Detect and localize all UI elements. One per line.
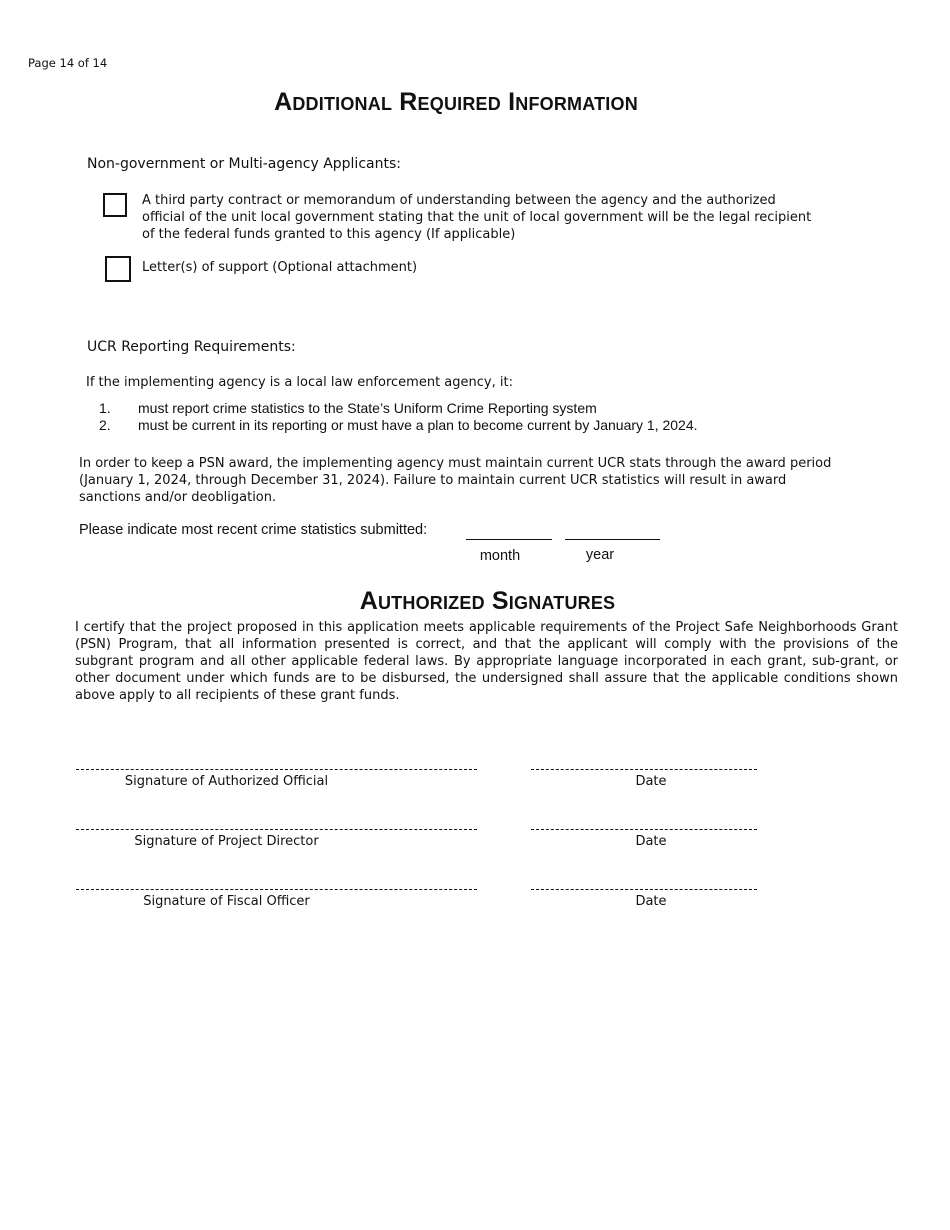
- certification-statement: I certify that the project proposed in this application meets applicable requirements of the Project Safe Neighborhoods Grant (PSN) Program, that all information presented is correct, and that the applicant will comply with the provisions of the subgrant program and all other applicable federal laws. By appropriate language incorporated in each grant, sub-grant, or other document under which funds are to be disbursed, the undersigned shall assure that the applicable conditions shown above apply to all recipients of these grant funds.: [75, 620, 898, 703]
- requirement-text: must be current in its reporting or must have a plan to become current by January 1, 2024.: [138, 417, 698, 433]
- fiscal-officer-signature-label: Signature of Fiscal Officer: [143, 894, 310, 909]
- page-number: Page 14 of 14: [28, 56, 108, 70]
- fiscal-officer-signature-line[interactable]: [76, 889, 477, 890]
- requirement-number: 2.: [99, 417, 111, 433]
- project-director-date-label: Date: [635, 834, 667, 849]
- mou-checkbox-label: A third party contract or memorandum of understanding between the agency and the authorized official of the unit local government stating that the unit of local government will be the legal recipient of the federal funds granted to this agency (If applicable): [142, 193, 812, 242]
- ucr-intro-text: If the implementing agency is a local law enforcement agency, it:: [86, 375, 513, 390]
- year-label: year: [585, 547, 615, 563]
- project-director-signature-line[interactable]: [76, 829, 477, 830]
- additional-info-title: Additional Required Information: [274, 88, 638, 116]
- mou-checkbox[interactable]: [103, 193, 127, 217]
- project-director-date-line[interactable]: [531, 829, 757, 830]
- support-letters-checkbox[interactable]: [105, 256, 131, 282]
- authorized-official-signature-label: Signature of Authorized Official: [124, 774, 329, 789]
- fiscal-officer-date-label: Date: [635, 894, 667, 909]
- authorized-signatures-title: Authorized Signatures: [359, 587, 616, 615]
- project-director-signature-label: Signature of Project Director: [134, 834, 319, 849]
- crime-stats-prompt: Please indicate most recent crime statistics submitted:: [79, 522, 428, 538]
- requirement-text: must report crime statistics to the State’s Uniform Crime Reporting system: [138, 400, 597, 416]
- month-label: month: [479, 548, 521, 564]
- ucr-maintenance-note: In order to keep a PSN award, the implementing agency must maintain current UCR stats through the award period (January 1, 2024, through December 31, 2024). Failure to maintain current UCR statistics will result in award sanctions and/or deobligation.: [79, 456, 832, 505]
- year-input-line[interactable]: [565, 539, 660, 540]
- nongov-applicants-label: Non-government or Multi-agency Applicants:: [87, 156, 401, 172]
- authorized-official-date-label: Date: [635, 774, 667, 789]
- authorized-official-date-line[interactable]: [531, 769, 757, 770]
- ucr-requirements-label: UCR Reporting Requirements:: [87, 339, 296, 355]
- month-input-line[interactable]: [466, 539, 552, 540]
- authorized-official-signature-line[interactable]: [76, 769, 477, 770]
- requirement-number: 1.: [99, 400, 111, 416]
- fiscal-officer-date-line[interactable]: [531, 889, 757, 890]
- support-letters-checkbox-label: Letter(s) of support (Optional attachment): [142, 260, 418, 275]
